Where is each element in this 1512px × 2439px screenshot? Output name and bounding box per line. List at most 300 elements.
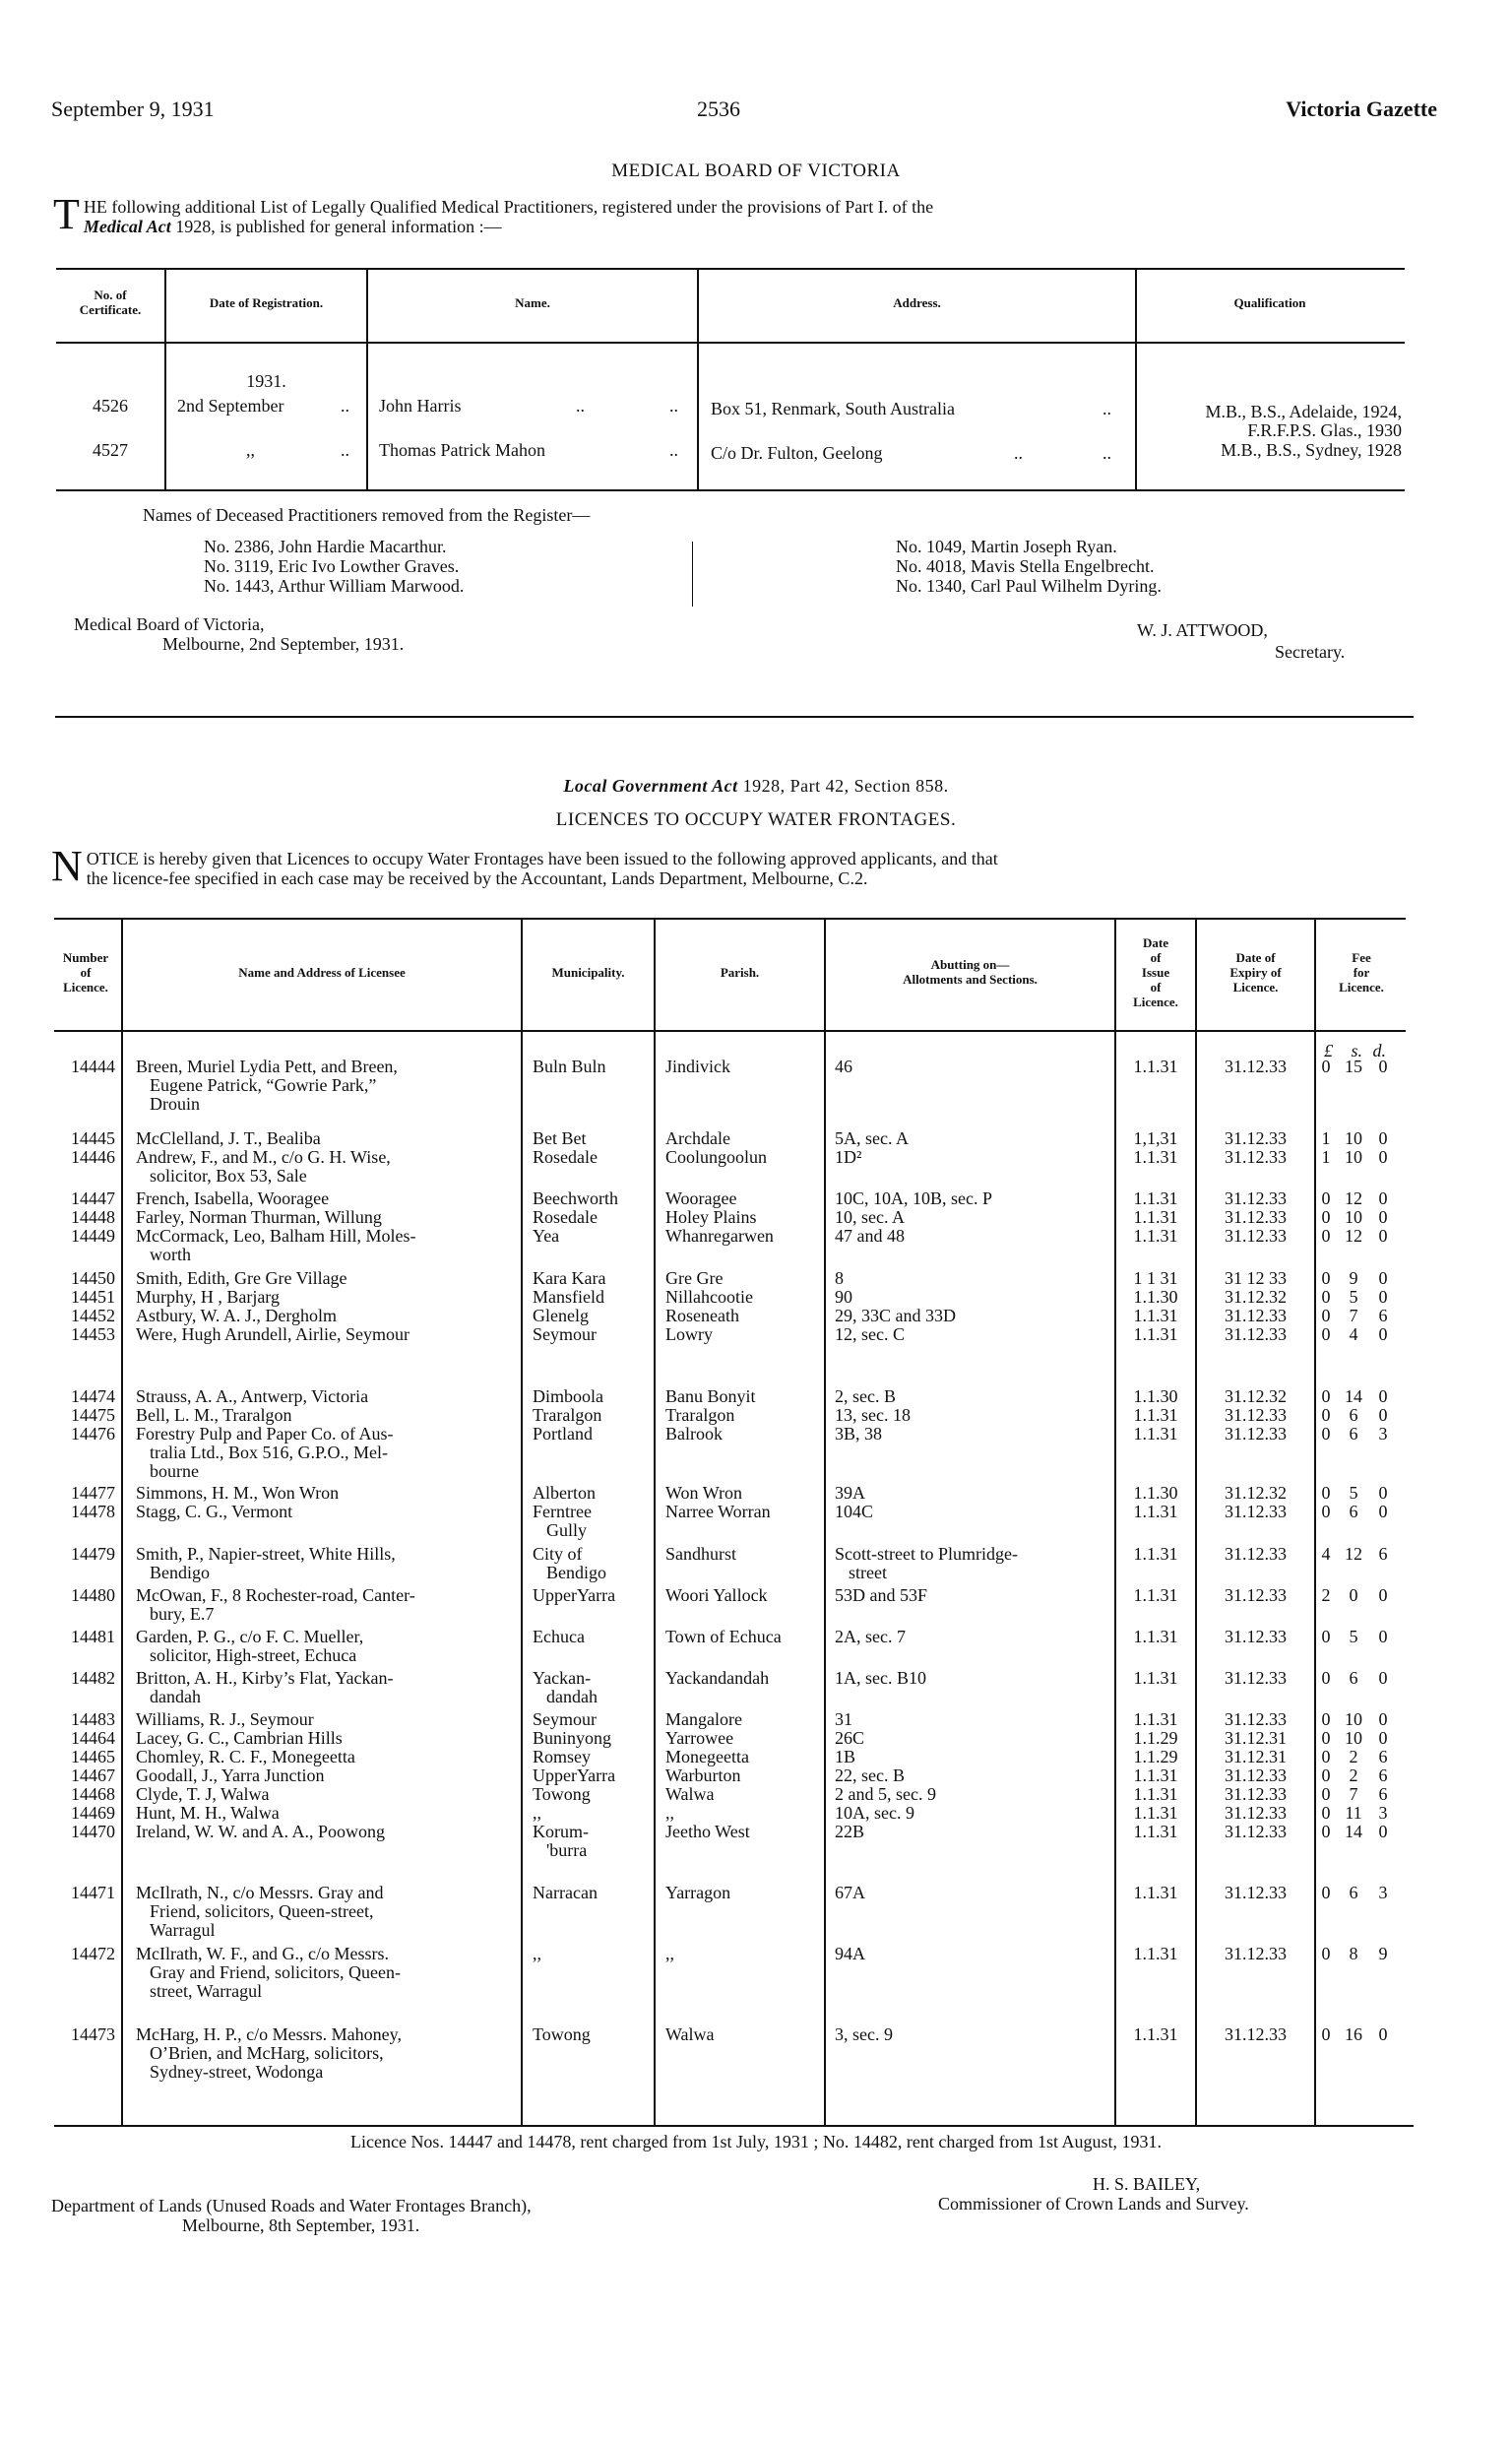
- commissioner-title: Commissioner of Crown Lands and Survey.: [938, 2194, 1249, 2214]
- licence-number: 14480: [71, 1585, 115, 1605]
- issue-date: 1.1.31: [1133, 1424, 1178, 1444]
- licensee-name-line: Hunt, M. H., Walwa: [136, 1803, 280, 1823]
- header-certificate: [56, 288, 164, 317]
- fee-pounds: 0: [1321, 1483, 1331, 1503]
- expiry-date: 31.12.33: [1225, 1627, 1287, 1646]
- licence-number: 14447: [71, 1188, 115, 1208]
- pence-unit: d.: [1372, 1041, 1387, 1060]
- licence-number: 14476: [71, 1424, 115, 1444]
- fee-pence: 0: [1378, 1057, 1388, 1076]
- signoff-line: Melbourne, 2nd September, 1931.: [162, 634, 405, 654]
- fee-pounds: 0: [1321, 1386, 1331, 1406]
- fee-pence: 6: [1378, 1544, 1388, 1564]
- licensee-name-line: McIlrath, N., c/o Messrs. Gray and: [136, 1883, 384, 1902]
- licensee-name-line: Astbury, W. A. J., Dergholm: [136, 1306, 338, 1325]
- licence-number: 14469: [71, 1803, 115, 1823]
- fee-shillings: 6: [1349, 1668, 1358, 1688]
- licensee-name-line: Murphy, H , Barjarg: [136, 1287, 280, 1307]
- licence-number: 14465: [71, 1747, 115, 1766]
- fee-shillings: 10: [1345, 1728, 1362, 1748]
- issue-date: 1.1.30: [1133, 1287, 1178, 1307]
- municipality: Alberton: [533, 1483, 596, 1503]
- abutting-allotment: 39A: [835, 1483, 865, 1503]
- licence-number: 14468: [71, 1784, 115, 1804]
- parish: Roseneath: [665, 1306, 739, 1325]
- table-rule: [56, 268, 1405, 270]
- table-rule: [54, 1030, 1406, 1032]
- section-divider: [55, 716, 1414, 718]
- header-text: Certificate.: [79, 302, 142, 317]
- expiry-date: 31.12.33: [1225, 1128, 1287, 1148]
- fee-pounds: 0: [1321, 1668, 1331, 1688]
- issue-date: 1.1.31: [1133, 1784, 1178, 1804]
- licensee-name-line: McIlrath, W. F., and G., c/o Messrs.: [136, 1944, 390, 1963]
- fee-pence: 0: [1378, 1147, 1388, 1167]
- licensee-name-line: French, Isabella, Wooragee: [136, 1188, 330, 1208]
- parish: Jindivick: [665, 1057, 730, 1076]
- fee-pence: 0: [1378, 1483, 1388, 1503]
- fee-pence: 0: [1378, 2024, 1388, 2044]
- gazette-date: September 9, 1931: [51, 96, 215, 121]
- registration-date: 2nd September: [177, 396, 284, 416]
- abutting-allotment: 53D and 53F: [835, 1585, 927, 1605]
- board-signatory: W. J. ATTWOOD,: [1137, 620, 1268, 640]
- qualification-line: F.R.F.P.S. Glas., 1930: [1247, 420, 1402, 440]
- abutting-allotment: 22, sec. B: [835, 1765, 905, 1785]
- parish: Yarrowee: [665, 1728, 734, 1748]
- publication-name: Victoria Gazette: [1286, 96, 1437, 121]
- abutting-allotment: 1B: [835, 1747, 856, 1766]
- municipality: Bet Bet: [533, 1128, 587, 1148]
- fee-pounds: 0: [1321, 2024, 1331, 2044]
- expiry-date: 31.12.33: [1225, 1668, 1287, 1688]
- deceased-list-left: [204, 537, 464, 596]
- header-text: Licence.: [1232, 980, 1279, 995]
- parish: Gre Gre: [665, 1268, 724, 1288]
- municipality: City of: [533, 1544, 583, 1564]
- fee-pounds: 0: [1321, 1324, 1331, 1344]
- licensee-name-line: Gray and Friend, solicitors, Queen-: [150, 1962, 401, 1982]
- leader-dots: ..: [576, 396, 585, 416]
- issue-date: 1.1.31: [1133, 1822, 1178, 1841]
- fee-pounds: 0: [1321, 1207, 1331, 1227]
- licence-number: 14478: [71, 1502, 115, 1521]
- abutting-allotment-cont: street: [849, 1563, 887, 1582]
- licence-number: 14444: [71, 1057, 115, 1076]
- municipality: Korum-: [533, 1822, 589, 1841]
- parish: Balrook: [665, 1424, 723, 1444]
- registration-year: 1931.: [246, 371, 286, 391]
- licensee-name-line: Goodall, J., Yarra Junction: [136, 1765, 325, 1785]
- abutting-allotment: 10, sec. A: [835, 1207, 905, 1227]
- fee-shillings: 5: [1349, 1483, 1358, 1503]
- deceased-entry: No. 1049, Martin Joseph Ryan.: [896, 537, 1117, 556]
- deceased-entry: No. 1340, Carl Paul Wilhelm Dyring.: [896, 576, 1162, 596]
- licence-number: 14452: [71, 1306, 115, 1325]
- licence-footnote: Licence Nos. 14447 and 14478, rent charged from 1st July, 1931 ; No. 14482, rent charged from 1st August, 1931.: [349, 2132, 1163, 2151]
- issue-date: 1.1.31: [1133, 1944, 1178, 1963]
- qualification-line: M.B., B.S., Sydney, 1928: [1221, 440, 1402, 460]
- fee-pence: 6: [1378, 1306, 1388, 1325]
- fee-shillings: 10: [1345, 1709, 1362, 1729]
- header-name: Name.: [515, 295, 550, 310]
- header-name-address: Name and Address of Licensee: [238, 965, 406, 980]
- expiry-date: 31.12.31: [1225, 1728, 1287, 1748]
- licensee-name-line: Lacey, G. C., Cambrian Hills: [136, 1728, 343, 1748]
- header-text: No. of: [94, 288, 127, 302]
- header-expiry-date: [1197, 950, 1314, 995]
- licensee-name-line: O’Brien, and McHarg, solicitors,: [150, 2043, 384, 2063]
- header-text: Allotments and Sections.: [903, 972, 1038, 987]
- licensee-name-line: Smith, Edith, Gre Gre Village: [136, 1268, 347, 1288]
- deceased-entry: No. 4018, Mavis Stella Engelbrecht.: [896, 556, 1155, 576]
- fee-shillings: 14: [1345, 1386, 1362, 1406]
- registration-date: ,,: [246, 440, 255, 460]
- fee-pence: 9: [1378, 1944, 1388, 1963]
- parish: Woori Yallock: [665, 1585, 768, 1605]
- licensee-name-line: Andrew, F., and M., c/o G. H. Wise,: [136, 1147, 391, 1167]
- municipality: Seymour: [533, 1709, 597, 1729]
- fee-pounds: 0: [1321, 1188, 1331, 1208]
- fee-shillings: 5: [1349, 1627, 1358, 1646]
- drop-cap: T: [53, 190, 80, 238]
- fee-shillings: 16: [1345, 2024, 1362, 2044]
- licence-number: 14445: [71, 1128, 115, 1148]
- licence-number: 14471: [71, 1883, 115, 1902]
- parish: Yarragon: [665, 1883, 731, 1902]
- fee-pence: 0: [1378, 1386, 1388, 1406]
- table-rule: [56, 342, 1405, 344]
- parish: Nillahcootie: [665, 1287, 753, 1307]
- abutting-allotment: 22B: [835, 1822, 865, 1841]
- municipality: ,,: [533, 1944, 541, 1963]
- fee-pence: 6: [1378, 1784, 1388, 1804]
- municipality: Dimboola: [533, 1386, 603, 1406]
- licensee-name-line: Chomley, R. C. F., Monegeetta: [136, 1747, 355, 1766]
- intro-line-2: 1928, is published for general information :—: [170, 217, 502, 236]
- parish: ,,: [665, 1803, 674, 1823]
- abutting-allotment: 8: [835, 1268, 844, 1288]
- parish: Coolungoolun: [665, 1147, 768, 1167]
- licensee-name-line: Warragul: [150, 1920, 216, 1940]
- fee-pounds: 0: [1321, 1883, 1331, 1902]
- licence-number: 14477: [71, 1483, 115, 1503]
- header-abutting: [826, 957, 1114, 987]
- fee-shillings: 2: [1349, 1747, 1358, 1766]
- expiry-date: 31.12.33: [1225, 1057, 1287, 1076]
- licensee-name-line: Forestry Pulp and Paper Co. of Aus-: [136, 1424, 394, 1444]
- deceased-list-right: [896, 537, 1162, 596]
- abutting-allotment: 12, sec. C: [835, 1324, 905, 1344]
- expiry-date: 31.12.33: [1225, 1226, 1287, 1246]
- column-divider: [654, 918, 656, 2125]
- licence-number: 14475: [71, 1405, 115, 1425]
- licence-number: 14451: [71, 1287, 115, 1307]
- expiry-date: 31.12.33: [1225, 1544, 1287, 1564]
- parish: Banu Bonyit: [665, 1386, 756, 1406]
- fee-shillings: 5: [1349, 1287, 1358, 1307]
- intro-line-1: HE following additional List of Legally Qualified Medical Practitioners, registered under the provisions of Part I. of the: [83, 197, 934, 217]
- issue-date: 1.1.31: [1133, 1207, 1178, 1227]
- fee-pence: 0: [1378, 1324, 1388, 1344]
- licensee-name-line: solicitor, High-street, Echuca: [150, 1645, 357, 1665]
- header-text: of: [1150, 980, 1162, 995]
- fee-shillings: 2: [1349, 1765, 1358, 1785]
- fee-pounds: 1: [1321, 1128, 1331, 1148]
- fee-pence: 0: [1378, 1502, 1388, 1521]
- page-number: 2536: [697, 96, 740, 121]
- act-reference: [0, 776, 1512, 797]
- expiry-date: 31.12.33: [1225, 1822, 1287, 1841]
- licensee-name-line: Drouin: [150, 1094, 200, 1114]
- licensee-name-line: Bell, L. M., Traralgon: [136, 1405, 292, 1425]
- licence-number: 14472: [71, 1944, 115, 1963]
- licensee-name-line: McOwan, F., 8 Rochester-road, Canter-: [136, 1585, 415, 1605]
- licensee-name-line: Strauss, A. A., Antwerp, Victoria: [136, 1386, 369, 1406]
- municipality: UpperYarra: [533, 1585, 616, 1605]
- licensee-name-line: solicitor, Box 53, Sale: [150, 1166, 307, 1186]
- expiry-date: 31.12.33: [1225, 1944, 1287, 1963]
- practitioner-name: Thomas Patrick Mahon: [379, 440, 545, 460]
- leader-dots: ..: [669, 396, 678, 416]
- practitioner-address: Box 51, Renmark, South Australia: [711, 399, 955, 418]
- abutting-allotment: 31: [835, 1709, 852, 1729]
- fee-shillings: 11: [1345, 1803, 1362, 1823]
- issue-date: 1.1.31: [1133, 1324, 1178, 1344]
- municipality: Ferntree: [533, 1502, 592, 1521]
- fee-pounds: 0: [1321, 1765, 1331, 1785]
- licence-number: 14464: [71, 1728, 115, 1748]
- licence-number: 14470: [71, 1822, 115, 1841]
- abutting-allotment: 104C: [835, 1502, 874, 1521]
- notice-line-1: OTICE is hereby given that Licences to occupy Water Frontages have been issued to the following approved applicants, and that: [86, 849, 998, 868]
- licensee-name-line: Eugene Patrick, “Gowrie Park,”: [150, 1075, 377, 1095]
- medical-board-title: MEDICAL BOARD OF VICTORIA: [611, 160, 901, 181]
- fee-shillings: 6: [1349, 1424, 1358, 1444]
- table-rule: [54, 2125, 1414, 2127]
- issue-date: 1.1.30: [1133, 1386, 1178, 1406]
- fee-pounds: 0: [1321, 1306, 1331, 1325]
- parish: Traralgon: [665, 1405, 735, 1425]
- parish: Wooragee: [665, 1188, 737, 1208]
- fee-shillings: 7: [1349, 1784, 1358, 1804]
- fee-shillings: 12: [1345, 1544, 1362, 1564]
- expiry-date: 31.12.32: [1225, 1287, 1287, 1307]
- licensee-name-line: dandah: [150, 1687, 201, 1706]
- municipality: Gully: [546, 1520, 588, 1540]
- licensee-name-line: McClelland, J. T., Bealiba: [136, 1128, 321, 1148]
- fee-shillings: 9: [1349, 1268, 1358, 1288]
- header-text: Date: [1143, 935, 1168, 950]
- municipality: Glenelg: [533, 1306, 589, 1325]
- licensee-name-line: Clyde, T. J, Walwa: [136, 1784, 270, 1804]
- abutting-allotment: 29, 33C and 33D: [835, 1306, 956, 1325]
- expiry-date: 31.12.33: [1225, 1324, 1287, 1344]
- practitioner-address: C/o Dr. Fulton, Geelong: [711, 443, 883, 463]
- licensee-name-line: Farley, Norman Thurman, Willung: [136, 1207, 382, 1227]
- fee-shillings: 6: [1349, 1883, 1358, 1902]
- deceased-entry: No. 2386, John Hardie Macarthur.: [204, 537, 447, 556]
- fee-pounds: 0: [1321, 1709, 1331, 1729]
- expiry-date: 31.12.33: [1225, 1709, 1287, 1729]
- header-fee: [1316, 950, 1407, 995]
- fee-shillings: 12: [1345, 1226, 1362, 1246]
- municipality: UpperYarra: [533, 1765, 616, 1785]
- issue-date: 1 1 31: [1133, 1268, 1178, 1288]
- issue-date: 1.1.31: [1133, 1306, 1178, 1325]
- header-text: Abutting on—: [930, 957, 1010, 972]
- fee-shillings: 10: [1345, 1147, 1362, 1167]
- parish: Mangalore: [665, 1709, 742, 1729]
- municipality: Traralgon: [533, 1405, 602, 1425]
- fee-pounds: 0: [1321, 1268, 1331, 1288]
- header-text: for: [1353, 965, 1370, 980]
- issue-date: 1.1.31: [1133, 1803, 1178, 1823]
- fee-pence: 6: [1378, 1747, 1388, 1766]
- abutting-allotment: 2A, sec. 7: [835, 1627, 906, 1646]
- column-divider: [121, 918, 123, 2125]
- header-text: Issue: [1141, 965, 1170, 980]
- signoff-line: Medical Board of Victoria,: [74, 614, 265, 634]
- header-text: Number: [62, 950, 109, 965]
- fee-pence: 0: [1378, 1405, 1388, 1425]
- municipality: Romsey: [533, 1747, 592, 1766]
- abutting-allotment: 2, sec. B: [835, 1386, 896, 1406]
- abutting-allotment: 46: [835, 1057, 852, 1076]
- leader-dots: ..: [341, 440, 349, 460]
- header-number: [49, 950, 122, 995]
- licensee-name-line: Britton, A. H., Kirby’s Flat, Yackan-: [136, 1668, 394, 1688]
- fee-pence: 0: [1378, 1728, 1388, 1748]
- fee-pounds: 0: [1321, 1287, 1331, 1307]
- licence-number: 14483: [71, 1709, 115, 1729]
- parish: Narree Worran: [665, 1502, 771, 1521]
- issue-date: 1.1.31: [1133, 1585, 1178, 1605]
- fee-pence: 3: [1378, 1883, 1388, 1902]
- column-divider: [521, 918, 523, 2125]
- commissioner-name: H. S. BAILEY,: [1093, 2174, 1201, 2194]
- department-place-date: Melbourne, 8th September, 1931.: [182, 2215, 420, 2235]
- licensee-name-line: Williams, R. J., Seymour: [136, 1709, 314, 1729]
- licensee-name-line: McCormack, Leo, Balham Hill, Moles-: [136, 1226, 416, 1246]
- expiry-date: 31.12.31: [1225, 1747, 1287, 1766]
- issue-date: 1.1.31: [1133, 1147, 1178, 1167]
- expiry-date: 31.12.33: [1225, 1405, 1287, 1425]
- fee-pence: 0: [1378, 1585, 1388, 1605]
- table-rule: [54, 918, 1406, 920]
- abutting-allotment: 94A: [835, 1944, 865, 1963]
- parish: ,,: [665, 1944, 674, 1963]
- expiry-date: 31.12.33: [1225, 1883, 1287, 1902]
- board-signatory-title: Secretary.: [1275, 642, 1346, 662]
- parish: Lowry: [665, 1324, 713, 1344]
- leader-dots: ..: [1014, 443, 1023, 463]
- issue-date: 1.1.31: [1133, 1405, 1178, 1425]
- municipality: 'burra: [546, 1840, 588, 1860]
- column-divider: [824, 918, 826, 2125]
- municipality: Buninyong: [533, 1728, 612, 1748]
- parish: Town of Echuca: [665, 1627, 782, 1646]
- licensee-name-line: tralia Ltd., Box 516, G.P.O., Mel-: [150, 1443, 388, 1462]
- licensee-name-line: McHarg, H. P., c/o Messrs. Mahoney,: [136, 2024, 402, 2044]
- expiry-date: 31.12.33: [1225, 1207, 1287, 1227]
- expiry-date: 31.12.33: [1225, 1147, 1287, 1167]
- issue-date: 1.1.30: [1133, 1483, 1178, 1503]
- abutting-allotment: 10A, sec. 9: [835, 1803, 914, 1823]
- licence-number: 14450: [71, 1268, 115, 1288]
- fee-pence: 0: [1378, 1287, 1388, 1307]
- fee-pounds: 1: [1321, 1147, 1331, 1167]
- header-text: of: [1150, 950, 1162, 965]
- practitioner-name: John Harris: [379, 396, 462, 416]
- municipality: Towong: [533, 2024, 591, 2044]
- municipality: Mansfield: [533, 1287, 604, 1307]
- leader-dots: ..: [669, 440, 678, 460]
- fee-shillings: 14: [1345, 1822, 1362, 1841]
- expiry-date: 31.12.33: [1225, 1502, 1287, 1521]
- fee-pounds: 0: [1321, 1822, 1331, 1841]
- shilling-unit: s.: [1351, 1041, 1363, 1060]
- act-section: 1928, Part 42, Section 858.: [737, 776, 949, 796]
- abutting-allotment: 26C: [835, 1728, 865, 1748]
- issue-date: 1.1.31: [1133, 1502, 1178, 1521]
- expiry-date: 31.12.33: [1225, 1784, 1287, 1804]
- fee-shillings: 6: [1349, 1405, 1358, 1425]
- board-signoff-place: [74, 614, 404, 654]
- parish: Yackandandah: [665, 1668, 770, 1688]
- expiry-date: 31.12.33: [1225, 1424, 1287, 1444]
- abutting-allotment: 13, sec. 18: [835, 1405, 911, 1425]
- licensee-name-line: bury, E.7: [150, 1604, 215, 1624]
- issue-date: 1.1.31: [1133, 1544, 1178, 1564]
- licensee-name-line: Garden, P. G., c/o F. C. Mueller,: [136, 1627, 364, 1646]
- abutting-allotment: 67A: [835, 1883, 865, 1902]
- fee-pence: 0: [1378, 1709, 1388, 1729]
- fee-shillings: 8: [1349, 1944, 1358, 1963]
- issue-date: 1,1,31: [1133, 1128, 1178, 1148]
- municipality: dandah: [546, 1687, 598, 1706]
- medical-board-intro: [53, 190, 1412, 238]
- fee-pounds: 0: [1321, 1057, 1331, 1076]
- licensee-name-line: Ireland, W. W. and A. A., Poowong: [136, 1822, 386, 1841]
- municipality: Kara Kara: [533, 1268, 606, 1288]
- expiry-date: 31 12 33: [1225, 1268, 1287, 1288]
- deceased-entry: No. 1443, Arthur William Marwood.: [204, 576, 465, 596]
- fee-pence: 3: [1378, 1803, 1388, 1823]
- parish: Jeetho West: [665, 1822, 750, 1841]
- municipality: Buln Buln: [533, 1057, 606, 1076]
- licensee-name-line: Stagg, C. G., Vermont: [136, 1502, 293, 1521]
- fee-pounds: 0: [1321, 1784, 1331, 1804]
- issue-date: 1.1.31: [1133, 1883, 1178, 1902]
- abutting-allotment: 3, sec. 9: [835, 2024, 893, 2044]
- licensee-name-line: worth: [150, 1245, 191, 1264]
- municipality: Rosedale: [533, 1147, 598, 1167]
- issue-date: 1.1.31: [1133, 2024, 1178, 2044]
- column-divider: [1314, 918, 1316, 2125]
- licensee-name-line: Simmons, H. M., Won Wron: [136, 1483, 340, 1503]
- header-text: Expiry of: [1229, 965, 1282, 980]
- fee-shillings: 10: [1345, 1128, 1362, 1148]
- fee-pounds: 0: [1321, 1803, 1331, 1823]
- issue-date: 1.1.31: [1133, 1226, 1178, 1246]
- issue-date: 1.1.29: [1133, 1728, 1178, 1748]
- municipality: Narracan: [533, 1883, 598, 1902]
- issue-date: 1.1.31: [1133, 1709, 1178, 1729]
- pound-unit: £: [1324, 1041, 1333, 1060]
- fee-pounds: 0: [1321, 1944, 1331, 1963]
- fee-pence: 0: [1378, 1627, 1388, 1646]
